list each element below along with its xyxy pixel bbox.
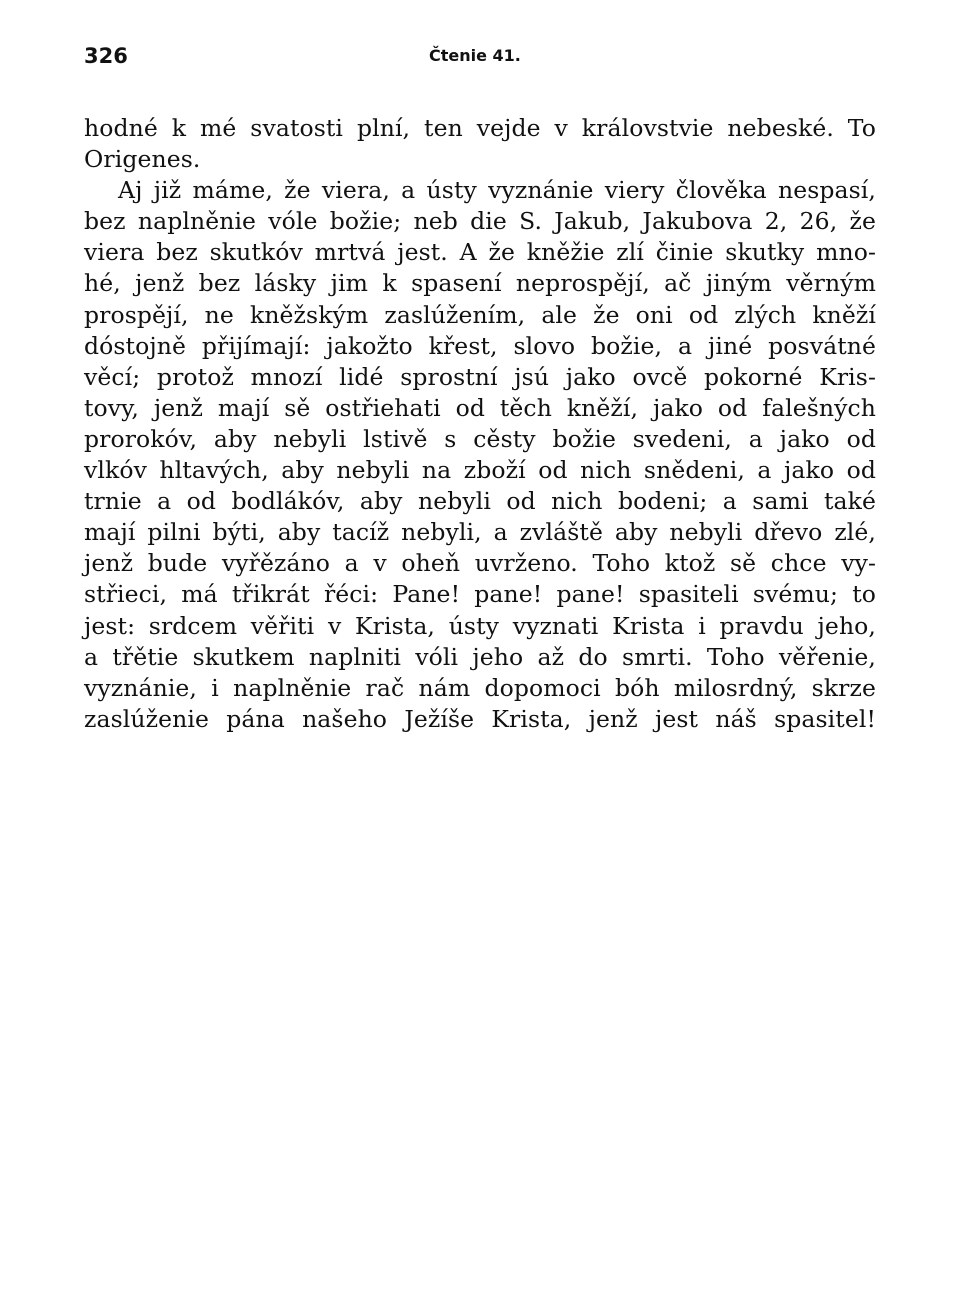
text-line: jest: srdcem věřiti v Krista, ústy vyznati Krista i pravdu jeho, [84,611,876,640]
text-line: dóstojně přijímají: jakožto křest, slovo božie, a jiné posvátné [84,331,876,360]
text-line: viera bez skutkóv mrtvá jest. A že kněžie zlí činie skutky mno- [84,238,876,267]
text-line: vyznánie, i naplněnie rač nám dopomoci bóh milosrdný, skrze [84,673,876,702]
text-line: jenž bude vyřězáno a v oheň uvrženo. Toho ktož sě chce vy- [84,549,876,578]
running-head: Čtenie 41. [429,46,521,65]
text-line: mají pilni býti, aby tacíž nebyli, a zvláště aby nebyli dřevo zlé, [84,518,876,547]
text-line: prospějí, ne kněžským zaslúžením, ale že oni od zlých kněží [84,300,876,329]
body-text [84,113,876,735]
text-line: hé, jenž bez lásky jim k spasení neprospějí, ač jiným věrným [84,269,876,298]
text-line: střieci, má třikrát řéci: Pane! pane! pane! spasiteli svému; to [84,580,876,609]
page-number: 326 [84,44,128,68]
text-line: a třětie skutkem naplniti vóli jeho až do smrti. Toho věřenie, [84,642,876,671]
text-line: zaslúženie pána našeho Ježíše Krista, jenž jest náš spasitel! [84,704,876,733]
text-line: tovy, jenž mají sě ostřiehati od těch kněží, jako od falešných [84,393,876,422]
text-line: prorokóv, aby nebyli lstivě s cěsty božie svedeni, a jako od [84,424,876,453]
text-line: bez naplněnie vóle božie; neb die S. Jakub, Jakubova 2, 26, že [84,207,876,236]
text-line: trnie a od bodlákóv, aby nebyli od nich bodeni; a sami také [84,487,876,516]
text-line: vlkóv hltavých, aby nebyli na zboží od nich snědeni, a jako od [84,456,876,485]
text-line: věcí; protož mnozí lidé sprostní jsú jako ovcě pokorné Kris- [84,362,876,391]
text-line: Origenes. [84,145,201,174]
text-line: Aj již máme, že viera, a ústy vyznánie viery člověka nespasí, [118,176,876,205]
text-line: hodné k mé svatosti plní, ten vejde v královstvie nebeské. To [84,114,876,142]
page-header [84,44,876,78]
